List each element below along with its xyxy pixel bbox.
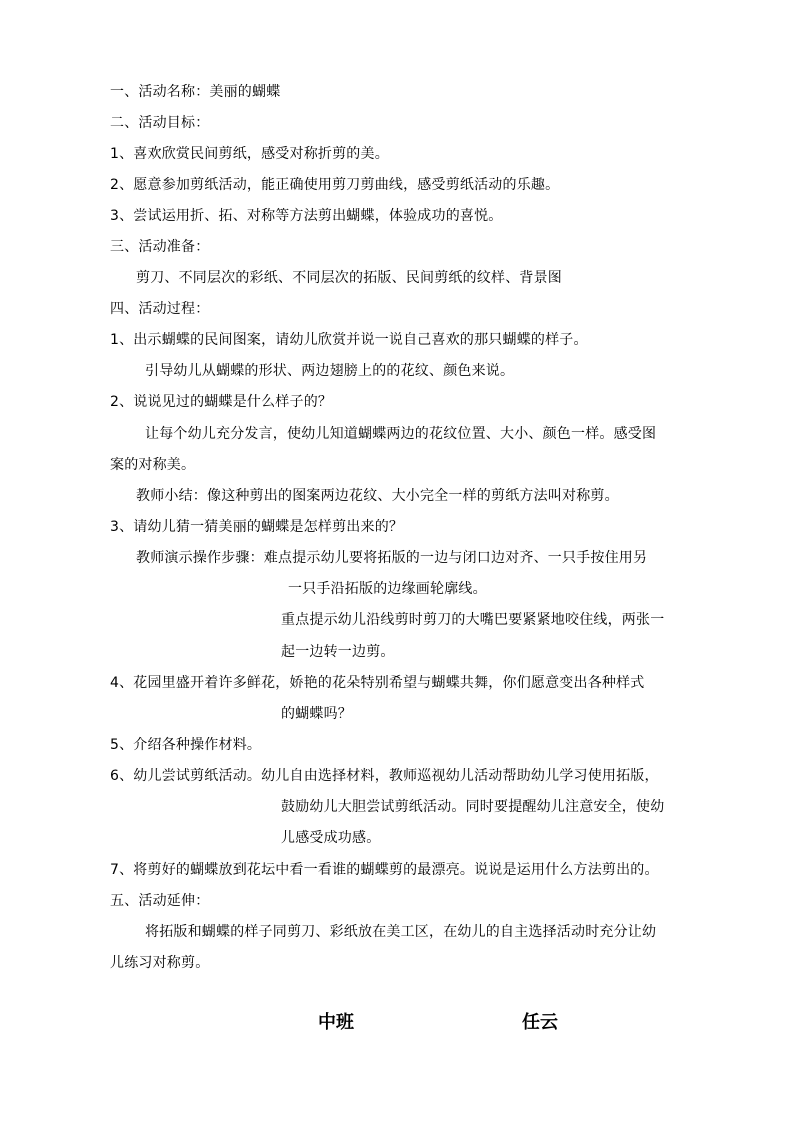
process-step-4-line-1: 4、花园里盛开着许多鲜花，娇艳的花朵特别希望与蝴蝶共舞，你们愿意变出各种样式 bbox=[110, 675, 645, 691]
goal-1: 1、喜欢欣赏民间剪纸，感受对称折剪的美。 bbox=[110, 146, 389, 162]
prep-materials: 剪刀、不同层次的彩纸、不同层次的拓版、民间剪纸的纹样、背景图 bbox=[136, 270, 562, 286]
process-step-1-detail: 引导幼儿从蝴蝶的形状、两边翅膀上的的花纹、颜色来说。 bbox=[145, 363, 515, 379]
demo-steps-line-2: 一只手沿拓版的边缘画轮廓线。 bbox=[288, 581, 487, 597]
extension-line-2: 儿练习对称剪。 bbox=[110, 955, 210, 971]
process-step-2-detail-line-2: 案的对称美。 bbox=[110, 457, 196, 473]
section-goals-heading: 二、活动目标： bbox=[110, 115, 210, 131]
process-step-5: 5、介绍各种操作材料。 bbox=[110, 737, 262, 753]
goal-3: 3、尝试运用折、拓、对称等方法剪出蝴蝶，体验成功的喜悦。 bbox=[110, 208, 503, 224]
process-step-4-line-2: 的蝴蝶吗？ bbox=[281, 706, 352, 722]
demo-steps-line-3: 重点提示幼儿沿线剪时剪刀的大嘴巴要紧紧地咬住线，两张一 bbox=[281, 612, 665, 628]
activity-name: 一、活动名称：美丽的蝴蝶 bbox=[110, 84, 281, 100]
section-extension-heading: 五、活动延伸： bbox=[110, 893, 210, 909]
signature-class: 中班 bbox=[318, 1012, 354, 1033]
process-step-2-detail-line-1: 让每个幼儿充分发言，使幼儿知道蝴蝶两边的花纹位置、大小、颜色一样。感受图 bbox=[145, 426, 657, 442]
signature-teacher: 任云 bbox=[522, 1012, 558, 1033]
process-step-7: 7、将剪好的蝴蝶放到花坛中看一看谁的蝴蝶剪的最漂亮。说说是运用什么方法剪出的。 bbox=[110, 862, 659, 878]
demo-steps-line-1: 教师演示操作步骤：难点提示幼儿要将拓版的一边与闭口边对齐、一只手按住用另 bbox=[136, 550, 648, 566]
process-step-3: 3、请幼儿猜一猜美丽的蝴蝶是怎样剪出来的？ bbox=[110, 519, 404, 535]
section-process-heading: 四、活动过程： bbox=[110, 301, 210, 317]
process-step-6-line-3: 儿感受成功感。 bbox=[281, 830, 381, 846]
process-step-6-line-2: 鼓励幼儿大胆尝试剪纸活动。同时要提醒幼儿注意安全，使幼 bbox=[281, 799, 665, 815]
demo-steps-line-4: 起一边转一边剪。 bbox=[281, 644, 395, 660]
extension-line-1: 将拓版和蝴蝶的样子同剪刀、彩纸放在美工区，在幼儿的自主选择活动时充分让幼 bbox=[145, 924, 657, 940]
process-step-1: 1、出示蝴蝶的民间图案，请幼儿欣赏并说一说自己喜欢的那只蝴蝶的样子。 bbox=[110, 332, 588, 348]
section-prep-heading: 三、活动准备： bbox=[110, 239, 210, 255]
process-step-2: 2、说说见过的蝴蝶是什么样子的？ bbox=[110, 394, 333, 410]
process-step-6-line-1: 6、幼儿尝试剪纸活动。幼儿自由选择材料，教师巡视幼儿活动帮助幼儿学习使用拓版， bbox=[110, 768, 659, 784]
goal-2: 2、愿意参加剪纸活动，能正确使用剪刀剪曲线，感受剪纸活动的乐趣。 bbox=[110, 177, 560, 193]
teacher-summary: 教师小结：像这种剪出的图案两边花纹、大小完全一样的剪纸方法叫对称剪。 bbox=[136, 488, 619, 504]
